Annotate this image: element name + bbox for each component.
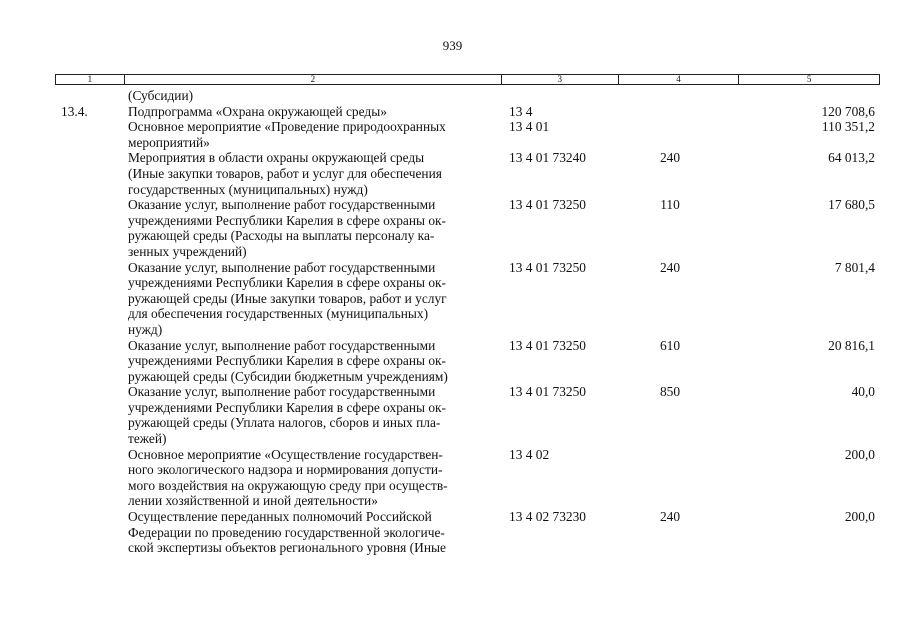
row-name-line: мого воздействия на окружающую среду при осуществ- xyxy=(128,477,448,493)
row-name xyxy=(128,338,508,385)
row-amount: 17 680,5 xyxy=(828,197,875,213)
row-amount: 20 816,1 xyxy=(828,337,875,353)
row-name-line: Федерации по проведению государственной экологиче- xyxy=(128,524,445,540)
row-name xyxy=(128,260,508,338)
row-name-line: ружающей среды (Расходы на выплаты персоналу ка- xyxy=(128,228,435,244)
row-code: 13 4 02 xyxy=(509,446,550,462)
row-code: 13 4 01 73240 xyxy=(509,150,586,166)
row-name-line: учреждениями Республики Карелия в сфере охраны ок- xyxy=(128,212,447,228)
header-col-4: 4 xyxy=(618,75,739,84)
row-name-line: Основное мероприятие «Осуществление государствен- xyxy=(128,446,443,462)
row-name-line: Оказание услуг, выполнение работ государственными xyxy=(128,259,436,275)
row-name-line: ружающей среды (Субсидии бюджетным учреждениям) xyxy=(128,368,448,384)
table-row xyxy=(55,447,885,509)
row-expense-type: 110 xyxy=(660,197,680,213)
row-name-line: нужд) xyxy=(128,321,163,337)
row-expense-type: 240 xyxy=(659,259,681,275)
row-name-line: мероприятий» xyxy=(128,134,210,150)
row-number xyxy=(55,509,128,556)
row-code: 13 4 01 73250 xyxy=(509,197,586,213)
row-code xyxy=(508,88,630,104)
row-amount xyxy=(710,88,875,104)
table-row xyxy=(55,338,885,385)
row-number xyxy=(55,447,128,509)
row-number xyxy=(55,384,128,446)
row-expense-type: 240 xyxy=(659,509,681,525)
table-row xyxy=(55,150,885,197)
row-amount: 200,0 xyxy=(844,446,875,462)
row-name-line: учреждениями Республики Карелия в сфере охраны ок- xyxy=(128,275,447,291)
row-name-line: зенных учреждений) xyxy=(128,243,247,259)
row-expense-type: 610 xyxy=(659,337,681,353)
table-row xyxy=(55,119,885,150)
row-name xyxy=(128,119,508,150)
row-amount: 110 351,2 xyxy=(821,119,875,135)
row-number xyxy=(55,260,128,338)
table-header xyxy=(55,74,880,85)
row-code: 13 4 01 73250 xyxy=(509,259,586,275)
row-name xyxy=(128,150,508,197)
row-name-line: ской экспертизы объектов регионального уровня (Иные xyxy=(128,540,446,556)
row-name xyxy=(128,447,508,509)
row-code: 13 4 01 73250 xyxy=(509,384,586,400)
row-code: 13 4 01 xyxy=(509,119,550,135)
row-name-line: тежей) xyxy=(128,431,167,447)
row-amount: 120 708,6 xyxy=(821,103,875,119)
table-row xyxy=(55,384,885,446)
header-col-1: 1 xyxy=(87,74,93,84)
table-row xyxy=(55,104,885,120)
row-number: 13.4. xyxy=(61,103,88,119)
row-name-line: ружающей среды (Иные закупки товаров, работ и услуг xyxy=(128,290,447,306)
header-col-5: 5 xyxy=(738,75,879,84)
row-expense-type xyxy=(630,104,710,120)
row-name-line: Оказание услуг, выполнение работ государственными xyxy=(128,337,436,353)
row-code: 13 4 01 73250 xyxy=(509,337,586,353)
row-amount: 40,0 xyxy=(851,384,875,400)
table-row xyxy=(55,509,885,556)
header-col-2: 2 xyxy=(124,75,501,84)
row-name-line: Основное мероприятие «Проведение природоохранных xyxy=(128,119,446,135)
table-row xyxy=(55,260,885,338)
row-name-line: Оказание услуг, выполнение работ государственными xyxy=(128,197,436,213)
row-number xyxy=(55,338,128,385)
row-expense-type: 850 xyxy=(659,384,681,400)
page-number: 939 xyxy=(442,38,463,53)
row-name-line: Осуществление переданных полномочий Российской xyxy=(128,509,432,525)
row-name-line: государственных (муниципальных) нужд) xyxy=(128,181,368,197)
row-name xyxy=(128,197,508,259)
table-body xyxy=(55,88,885,556)
row-code: 13 4 xyxy=(509,103,533,119)
table-row xyxy=(55,88,885,104)
row-code: 13 4 02 73230 xyxy=(509,509,586,525)
row-expense-type xyxy=(630,88,710,104)
row-name-line: (Субсидии) xyxy=(128,88,194,103)
row-name-line: ружающей среды (Уплата налогов, сборов и иных пла- xyxy=(128,415,441,431)
row-expense-type xyxy=(630,447,710,509)
row-number xyxy=(55,197,128,259)
header-col-3: 3 xyxy=(501,75,618,84)
row-amount: 200,0 xyxy=(844,509,875,525)
row-expense-type: 240 xyxy=(659,150,681,166)
row-name-line: Мероприятия в области охраны окружающей среды xyxy=(128,150,425,166)
row-name-line: для обеспечения государственных (муниципальных) xyxy=(128,306,429,322)
row-name xyxy=(128,384,508,446)
row-name-line: лении хозяйственной и иной деятельности» xyxy=(128,493,378,509)
row-name-line: учреждениями Республики Карелия в сфере охраны ок- xyxy=(128,399,447,415)
row-number xyxy=(55,119,128,150)
row-amount: 64 013,2 xyxy=(828,150,875,166)
row-name-line: (Иные закупки товаров, работ и услуг для обеспечения xyxy=(128,165,442,181)
row-name-line: Подпрограмма «Охрана окружающей среды» xyxy=(128,103,387,119)
row-name-line: ного экологического надзора и нормирования допусти- xyxy=(128,462,443,478)
row-name-line: учреждениями Республики Карелия в сфере охраны ок- xyxy=(128,353,447,369)
row-name xyxy=(128,104,508,120)
row-amount: 7 801,4 xyxy=(834,259,875,275)
row-number xyxy=(55,150,128,197)
row-expense-type xyxy=(630,119,710,150)
row-name-line: Оказание услуг, выполнение работ государственными xyxy=(128,384,436,400)
table-row xyxy=(55,197,885,259)
row-number xyxy=(55,88,128,104)
row-name xyxy=(128,88,508,104)
row-name xyxy=(128,509,508,556)
